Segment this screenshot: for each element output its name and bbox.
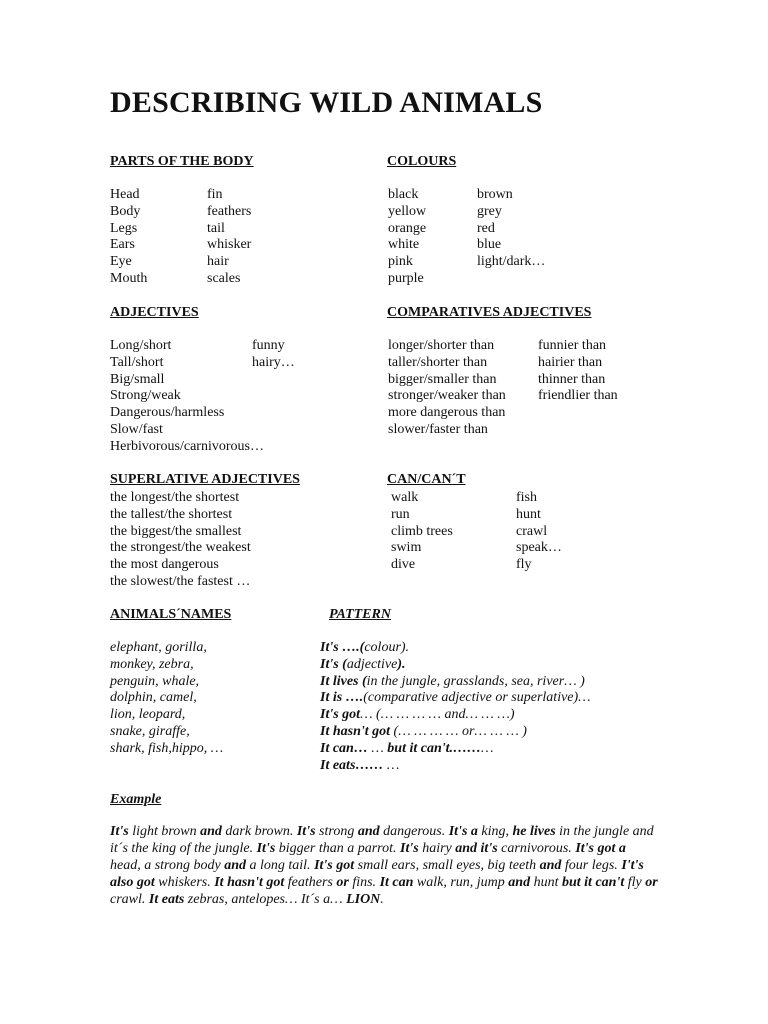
text-run: four legs.	[561, 858, 622, 873]
text-run: carnivorous.	[497, 841, 576, 856]
text-run: It hasn't got	[214, 875, 285, 890]
text-run: in the jungle, grasslands, sea, river… )	[366, 673, 585, 689]
text-run: … (… … … … and… … …)	[360, 707, 515, 723]
list-item: Ears	[110, 237, 135, 253]
list-item: the strongest/the weakest	[110, 540, 251, 556]
text-run: or	[645, 875, 658, 890]
text-run: strong	[315, 824, 358, 839]
list-item: funny	[252, 338, 285, 353]
page-title: DESCRIBING WILD ANIMALS	[110, 86, 543, 119]
text-run: king,	[477, 824, 513, 839]
text-run: and it's	[455, 841, 498, 856]
text-run: head, a strong body	[110, 858, 225, 873]
pattern-line	[320, 741, 591, 758]
list-item: Body	[110, 203, 141, 219]
text-run: walk, run, jump	[413, 875, 509, 890]
can-cant-col2	[516, 490, 562, 574]
pattern-line	[320, 657, 591, 674]
list-item: slower/faster than	[388, 421, 488, 437]
list-item: Tall/short	[110, 354, 164, 370]
list-item: dolphin, camel,	[110, 690, 197, 706]
text-run: hunt	[530, 875, 562, 890]
list-item: whisker	[207, 237, 252, 253]
list-item: pink	[388, 254, 413, 270]
list-item: feathers	[207, 203, 252, 219]
colours-col2	[477, 187, 545, 271]
list-item: taller/shorter than	[388, 354, 488, 370]
text-run: dark brown.	[221, 824, 297, 839]
text-run: It is ….	[320, 690, 364, 706]
adjectives-col2	[252, 338, 295, 372]
text-run: It's got	[314, 858, 355, 873]
text-run: …	[481, 740, 494, 756]
text-run: zebras, antelopes… It´s a…	[184, 892, 347, 907]
list-item: scales	[207, 270, 241, 286]
text-run: It eats……	[320, 757, 384, 773]
list-item: hairy…	[252, 354, 295, 370]
list-item: brown	[477, 187, 513, 202]
text-run: It's (	[320, 656, 347, 672]
section-heading-adjectives: ADJECTIVES	[110, 305, 199, 320]
section-heading-comparatives: COMPARATIVES ADJECTIVES	[387, 305, 592, 320]
list-item: Herbivorous/carnivorous…	[110, 438, 264, 454]
text-run: fins.	[348, 875, 380, 890]
text-run: .	[380, 892, 384, 907]
text-run: and	[224, 858, 246, 873]
list-item: the most dangerous	[110, 557, 219, 573]
comparatives-col1	[388, 338, 506, 439]
text-run: adjective	[346, 656, 398, 672]
text-run: It can	[379, 875, 414, 890]
list-item: Mouth	[110, 270, 148, 286]
list-item: hunt	[516, 506, 541, 522]
list-item: the longest/the shortest	[110, 490, 240, 505]
text-run: It can…	[320, 740, 368, 756]
pattern-lines	[320, 640, 591, 774]
list-item: fish	[516, 490, 537, 505]
text-run: a long tail.	[246, 858, 315, 873]
text-run: I't's also got	[110, 858, 644, 890]
animals-names-list	[110, 640, 223, 758]
parts-body-col2	[207, 187, 251, 288]
list-item: grey	[477, 203, 502, 219]
pattern-line	[320, 758, 591, 775]
text-run: (comparative adjective or superlative)…	[363, 690, 591, 706]
list-item: red	[477, 220, 495, 236]
pattern-line	[320, 724, 591, 741]
list-item: walk	[391, 490, 419, 505]
list-item: Big/small	[110, 371, 165, 387]
text-run: small ears, small eyes, big teeth	[354, 858, 540, 873]
text-run: and	[200, 824, 222, 839]
section-heading-parts-of-body: PARTS OF THE BODY	[110, 154, 254, 169]
list-item: Strong/weak	[110, 388, 181, 404]
list-item: Slow/fast	[110, 421, 163, 437]
parts-body-col1	[110, 187, 147, 288]
text-run: It's	[110, 824, 129, 839]
list-item: the biggest/the smallest	[110, 523, 242, 539]
text-run: It's	[296, 824, 316, 839]
text-run: dangerous.	[379, 824, 449, 839]
list-item: penguin, whale,	[110, 673, 200, 689]
list-item: Head	[110, 187, 140, 202]
section-heading-example: Example	[110, 792, 162, 807]
pattern-line	[320, 674, 591, 691]
list-item: thinner than	[538, 371, 606, 387]
comparatives-col2	[538, 338, 618, 405]
example-paragraph	[110, 823, 658, 908]
section-heading-colours: COLOURS	[387, 154, 457, 169]
text-run: ).	[397, 656, 406, 672]
text-run: It eats	[148, 892, 185, 907]
list-item: white	[388, 237, 420, 253]
text-run: fly	[624, 875, 646, 890]
text-run: …	[383, 757, 400, 773]
text-run: or	[336, 875, 349, 890]
list-item: shark, fish,hippo, …	[110, 740, 224, 756]
pattern-line	[320, 690, 591, 707]
adjectives-col1	[110, 338, 264, 456]
text-run: It's got	[320, 707, 361, 723]
list-item: dive	[391, 557, 416, 573]
list-item: snake, giraffe,	[110, 723, 190, 739]
list-item: orange	[388, 220, 427, 236]
text-run: crawl.	[110, 892, 149, 907]
list-item: blue	[477, 237, 502, 253]
list-item: light/dark…	[477, 254, 546, 270]
text-run: feathers	[284, 875, 337, 890]
list-item: Eye	[110, 254, 132, 270]
list-item: yellow	[388, 203, 427, 219]
text-run: bigger than a parrot.	[275, 841, 400, 856]
text-run: and	[539, 858, 562, 873]
text-run: but it can't	[561, 875, 625, 890]
text-run: …	[367, 740, 388, 756]
pattern-line	[320, 640, 591, 657]
section-heading-superlatives: SUPERLATIVE ADJECTIVES	[110, 472, 300, 487]
text-run: It's	[256, 841, 276, 856]
list-item: fin	[207, 187, 223, 202]
text-run: It lives (	[320, 673, 367, 689]
list-item: monkey, zebra,	[110, 656, 194, 672]
text-run: he lives	[512, 824, 556, 839]
list-item: stronger/weaker than	[388, 388, 506, 404]
section-heading-can-cant: CAN/CAN´T	[387, 472, 466, 487]
list-item: Dangerous/harmless	[110, 405, 225, 421]
text-run: and	[508, 875, 531, 890]
text-run: colour).	[364, 640, 410, 655]
list-item: run	[391, 506, 410, 522]
list-item: more dangerous than	[388, 405, 506, 421]
list-item: fly	[516, 557, 532, 573]
list-item: black	[388, 187, 419, 202]
section-heading-pattern: PATTERN	[329, 607, 391, 622]
list-item: climb trees	[391, 523, 453, 539]
list-item: purple	[388, 270, 424, 286]
list-item: elephant, gorilla,	[110, 640, 207, 655]
text-run: It's a	[448, 824, 478, 839]
text-run: (… … … … or… … … )	[390, 723, 527, 739]
text-run: LION	[346, 892, 381, 907]
superlatives-col1	[110, 490, 251, 591]
list-item: speak…	[516, 540, 562, 556]
section-heading-animals-names: ANIMALS´NAMES	[110, 607, 232, 622]
list-item: swim	[391, 540, 422, 556]
can-cant-col1	[391, 490, 453, 574]
text-run: whiskers.	[154, 875, 215, 890]
text-run: but it can't.……	[387, 740, 482, 756]
text-run: It's ….(	[320, 640, 365, 655]
pattern-line	[320, 707, 591, 724]
list-item: hair	[207, 254, 229, 270]
list-item: hairier than	[538, 354, 603, 370]
list-item: lion, leopard,	[110, 707, 186, 723]
text-run: It's got a	[575, 841, 626, 856]
text-run: in the jungle and it´s the king of the jungle.	[110, 824, 654, 856]
text-run: light brown	[128, 824, 201, 839]
list-item: Long/short	[110, 338, 172, 353]
list-item: bigger/smaller than	[388, 371, 497, 387]
list-item: crawl	[516, 523, 548, 539]
list-item: the slowest/the fastest …	[110, 573, 251, 589]
colours-col1	[388, 187, 426, 288]
text-run: and	[357, 824, 380, 839]
list-item: funnier than	[538, 338, 607, 353]
list-item: longer/shorter than	[388, 338, 495, 353]
text-run: It hasn't got	[320, 723, 391, 739]
list-item: friendlier than	[538, 388, 618, 404]
text-run: hairy	[418, 841, 456, 856]
list-item: Legs	[110, 220, 138, 236]
list-item: tail	[207, 220, 225, 236]
text-run: It's	[400, 841, 419, 856]
list-item: the tallest/the shortest	[110, 506, 233, 522]
